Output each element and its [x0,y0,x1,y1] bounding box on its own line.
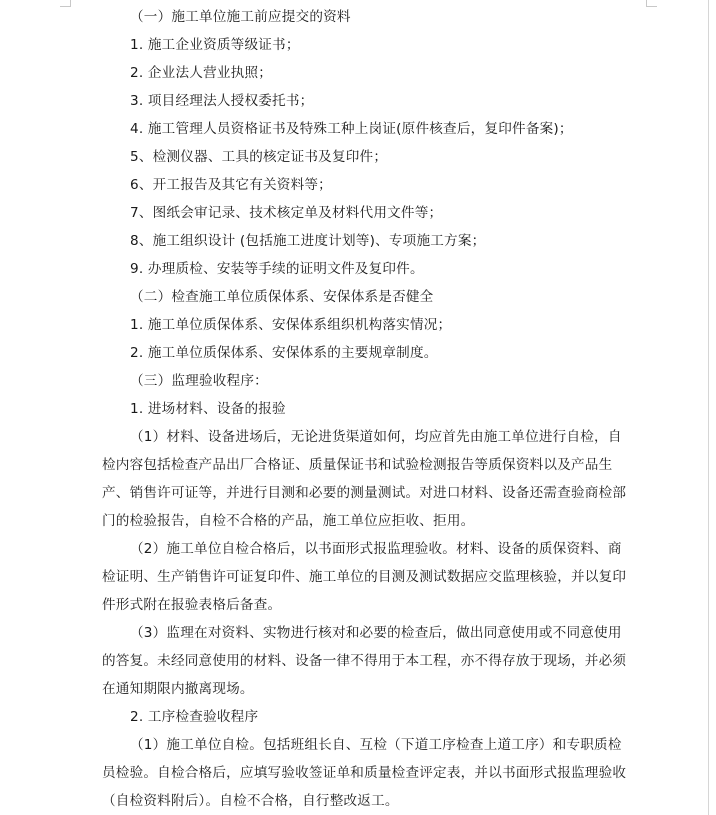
list-item: 1. 施工企业资质等级证书； [130,37,300,53]
subsection-heading: 2. 工序检查验收程序 [130,709,259,725]
section-heading: （二）检查施工单位质保体系、安保体系是否健全 [130,289,434,305]
list-item: 7、图纸会审记录、技术核定单及材料代用文件等； [130,205,443,221]
subsection-heading: 1. 进场材料、设备的报验 [130,401,286,417]
list-item: 5、检测仪器、工具的核定证书及复印件； [130,149,388,165]
list-item: 1. 施工单位质保体系、安保体系组织机构落实情况； [130,317,452,333]
list-item: 6、开工报告及其它有关资料等； [130,177,332,193]
paragraph-line: 件形式附在报验表格后备查。 [102,597,282,613]
margin-corner-mark [60,0,71,7]
paragraph-line: 员检验。自检合格后，应填写验收签证单和质量检查评定表，并以书面形式报监理验收 [102,765,627,781]
list-item: 2. 施工单位质保体系、安保体系的主要规章制度。 [130,345,438,361]
list-item: 4. 施工管理人员资格证书及特殊工种上岗证(原件核查后，复印件备案)； [130,121,573,137]
margin-corner-mark [646,0,657,7]
paragraph-line: （1）施工单位自检。包括班组长自、互检（下道工序检查上道工序）和专职质检 [130,737,622,753]
paragraph-line: 门的检验报告，自检不合格的产品，施工单位应拒收、拒用。 [102,513,475,529]
paragraph-line: 检证明、生产销售许可证复印件、施工单位的目测及测试数据应交监理核验，并以复印 [102,569,627,585]
section-heading: （三）监理验收程序： [130,373,268,389]
paragraph-line: （自检资料附后）。自检不合格，自行整改返工。 [102,793,399,809]
list-item: 8、施工组织设计 (包括施工进度计划等)、专项施工方案； [130,233,486,249]
paragraph-line: 在通知期限内撤离现场。 [102,681,254,697]
section-heading: （一）施工单位施工前应提交的资料 [130,9,351,25]
paragraph-line: 的答复。未经同意使用的材料、设备一律不得用于本工程，亦不得存放于现场，并必须 [102,653,627,669]
list-item: 9. 办理质检、安装等手续的证明文件及复印件。 [130,261,424,277]
paragraph-line: （2）施工单位自检合格后，以书面形式报监理验收。材料、设备的质保资料、商 [130,541,622,557]
paragraph-line: （3）监理在对资料、实物进行核对和必要的检查后，做出同意使用或不同意使用 [130,625,622,641]
list-item: 3. 项目经理法人授权委托书； [130,93,314,109]
paragraph-line: （1）材料、设备进场后，无论进货渠道如何，均应首先由施工单位进行自检，自 [130,429,622,445]
list-item: 2. 企业法人营业执照； [130,65,273,81]
paragraph-line: 检内容包括检查产品出厂合格证、质量保证书和试验检测报告等质保资料以及产品生 [102,457,613,473]
page-edge-line [708,0,709,815]
paragraph-line: 产、销售许可证等，并进行目测和必要的测量测试。对进口材料、设备还需查验商检部 [102,485,627,501]
